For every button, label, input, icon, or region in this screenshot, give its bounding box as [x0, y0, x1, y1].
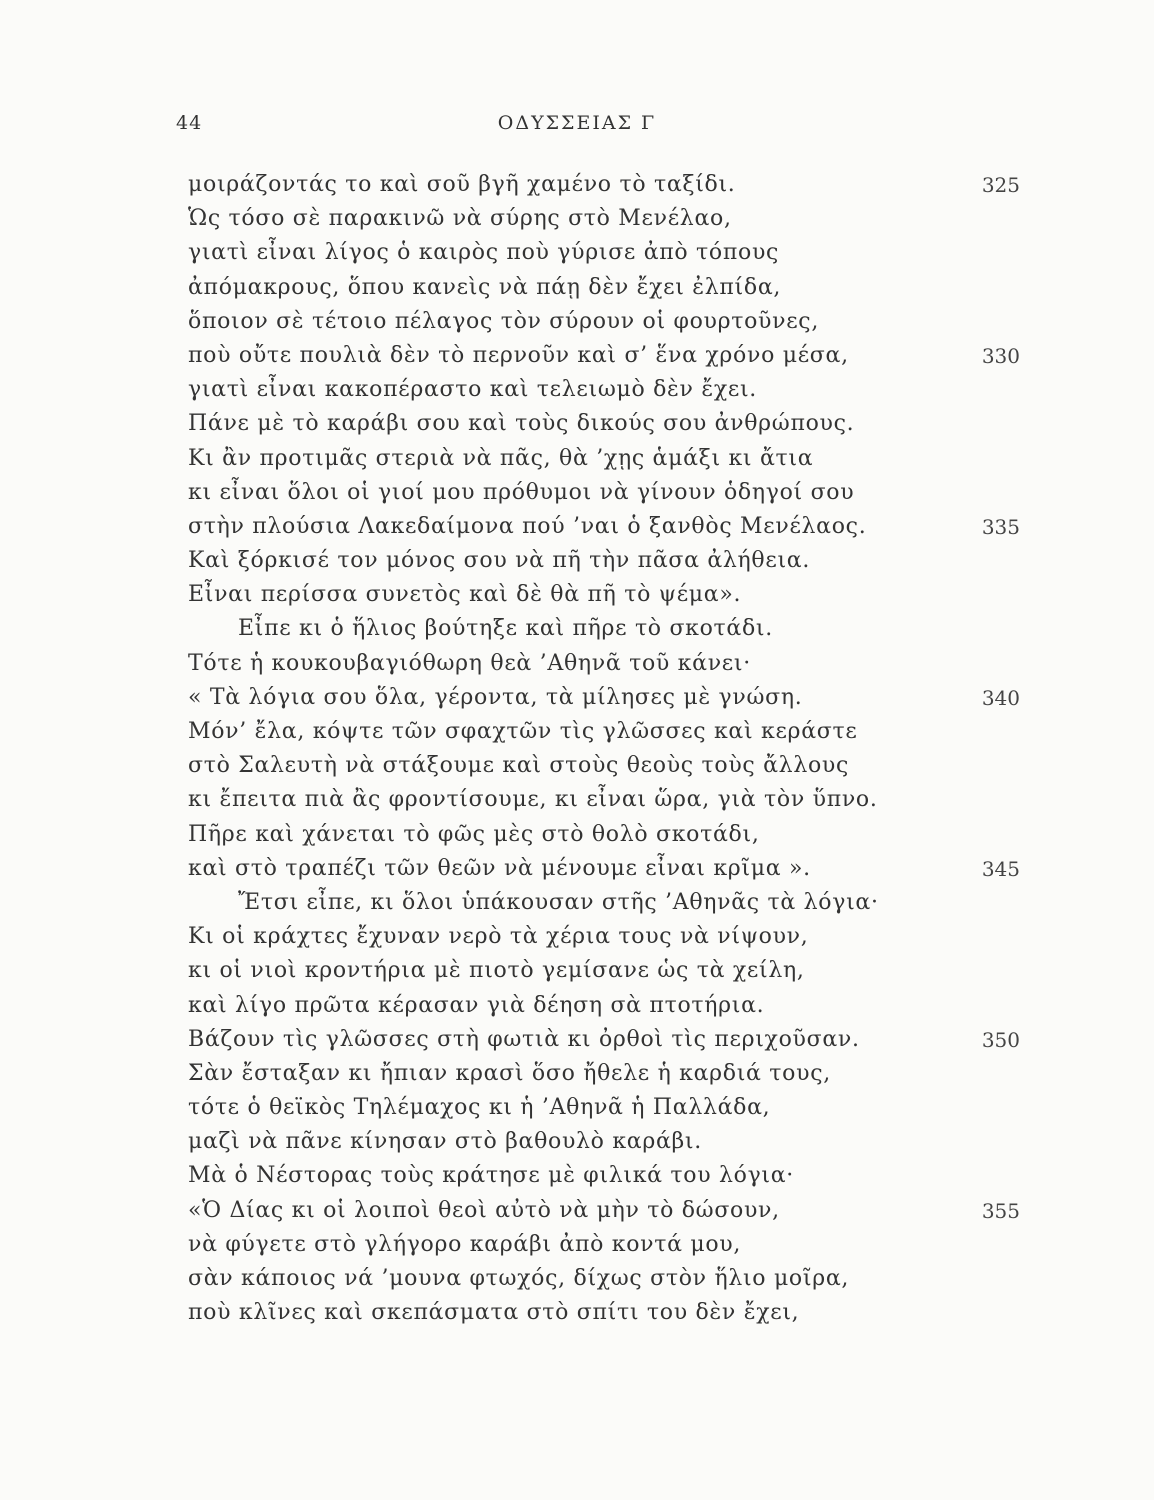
verse-line — [0, 1228, 1154, 1262]
verse-text: νὰ φύγετε στὸ γλήγορο καράβι ἀπὸ κοντά μου, — [188, 1231, 742, 1257]
verse-text: ποὺ οὔτε πουλιὰ δὲν τὸ περνοῦν καὶ σ’ ἕνα χρόνο μέσα, — [188, 342, 849, 368]
verse-text: ποὺ κλῖνες καὶ σκεπάσματα στὸ σπίτι του δὲν ἔχει, — [188, 1300, 800, 1326]
verse-text: γιατὶ εἶναι κακοπέραστο καὶ τελειωμὸ δὲν ἔχει. — [188, 377, 757, 403]
verse-text: Κι ἂν προτιμᾶς στεριὰ νὰ πᾶς, θὰ ’χῃς ἁμάξι κι ἄτια — [188, 445, 814, 471]
verse-text: στὴν πλούσια Λακεδαίμονα πού ’ναι ὁ ξανθὸς Μενέλαος. — [188, 513, 867, 539]
verse-line — [0, 886, 1154, 920]
verse-line — [0, 1194, 1154, 1228]
verse-line — [0, 407, 1154, 441]
verse-text: γιατὶ εἶναι λίγος ὁ καιρὸς ποὺ γύρισε ἀπὸ τόπους — [188, 240, 780, 266]
verse-text: Μὰ ὁ Νέστορας τοὺς κράτησε μὲ φιλικά του λόγια· — [188, 1163, 794, 1189]
verse-line — [0, 1159, 1154, 1193]
page-header — [0, 112, 1154, 142]
verse-line — [0, 954, 1154, 988]
verse-line — [0, 236, 1154, 270]
verse-line — [0, 442, 1154, 476]
page-number: 44 — [176, 112, 203, 134]
verse-text: Τότε ἡ κουκουβαγιόθωρη θεὰ ’Αθηνᾶ τοῦ κάνει· — [188, 650, 751, 676]
verse-text: Εἶπε κι ὁ ἥλιος βούτηξε καὶ πῆρε τὸ σκοτάδι. — [238, 616, 773, 642]
verse-line — [0, 1023, 1154, 1057]
verse-text: ὅποιον σὲ τέτοιο πέλαγος τὸν σύρουν οἱ φουρτοῦνες, — [188, 308, 820, 334]
verse-text: μαζὶ νὰ πᾶνε κίνησαν στὸ βαθουλὸ καράβι. — [188, 1129, 702, 1155]
verse-line — [0, 544, 1154, 578]
verse-text: Εἶναι περίσσα συνετὸς καὶ δὲ θὰ πῆ τὸ ψέμα». — [188, 582, 742, 608]
verse-line — [0, 852, 1154, 886]
verse-line — [0, 612, 1154, 646]
verse-text: Βάζουν τὶς γλῶσσες στὴ φωτιὰ κι ὀρθοὶ τὶς περιχοῦσαν. — [188, 1026, 860, 1052]
line-number: 340 — [981, 685, 1020, 710]
verse-line — [0, 920, 1154, 954]
verse-line — [0, 202, 1154, 236]
line-number: 350 — [981, 1027, 1020, 1052]
verse-line — [0, 1262, 1154, 1296]
verse-line — [0, 476, 1154, 510]
verse-line — [0, 818, 1154, 852]
verse-line — [0, 339, 1154, 373]
verse-line — [0, 1057, 1154, 1091]
verse-text: Μόν’ ἔλα, κόψτε τῶν σφαχτῶν τὶς γλῶσσες καὶ κεράστε — [188, 719, 858, 744]
verse-line — [0, 681, 1154, 715]
verse-text: καὶ στὸ τραπέζι τῶν θεῶν νὰ μένουμε εἶναι κρῖμα ». — [188, 855, 811, 881]
verse-line — [0, 373, 1154, 407]
line-number: 355 — [981, 1198, 1020, 1223]
verse-text: «Ὁ Δίας κι οἱ λοιποὶ θεοὶ αὐτὸ νὰ μὴν τὸ δώσουν, — [188, 1197, 780, 1223]
verse-text: σὰν κάποιος νά ’μουνα φτωχός, δίχως στὸν ἥλιο μοῖρα, — [188, 1266, 850, 1291]
line-number: 345 — [981, 856, 1020, 881]
line-number: 330 — [981, 343, 1020, 368]
verse-text: κι οἱ νιοὶ κροντήρια μὲ πιοτὸ γεμίσανε ὡς τὰ χείλη, — [188, 958, 805, 984]
verse-text: τότε ὁ θεϊκὸς Τηλέμαχος κι ἡ ’Αθηνᾶ ἡ Παλλάδα, — [188, 1095, 771, 1121]
verse-text: καὶ λίγο πρῶτα κέρασαν γιὰ δέηση σὰ πτοτήρια. — [188, 992, 765, 1018]
verse-line — [0, 1296, 1154, 1330]
verse-line — [0, 168, 1154, 202]
verse-text: κι ἔπειτα πιὰ ἂς φροντίσουμε, κι εἶναι ὥρα, γιὰ τὸν ὕπνο. — [188, 787, 878, 813]
verse-text: κι εἶναι ὅλοι οἱ γιοί μου πρόθυμοι νὰ γίνουν ὁδηγοί σου — [188, 479, 855, 505]
verse-text: Ὡς τόσο σὲ παρακινῶ νὰ σύρης στὸ Μενέλαο, — [188, 206, 732, 232]
verse-list — [0, 168, 1154, 1330]
verse-text: μοιράζοντάς το καὶ σοῦ βγῆ χαμένο τὸ ταξίδι. — [188, 172, 736, 197]
verse-text: Καὶ ξόρκισέ τον μόνος σου νὰ πῆ τὴν πᾶσα ἀλήθεια. — [188, 548, 811, 574]
verse-text: Πῆρε καὶ χάνεται τὸ φῶς μὲς στὸ θολὸ σκοτάδι, — [188, 821, 760, 847]
verse-line — [0, 305, 1154, 339]
verse-line — [0, 783, 1154, 817]
verse-line — [0, 510, 1154, 544]
verse-line — [0, 271, 1154, 305]
verse-text: Κι οἱ κράχτες ἔχυναν νερὸ τὰ χέρια τους νὰ νίψουν, — [188, 924, 809, 950]
verse-text: Σὰν ἔσταξαν κι ἤπιαν κρασὶ ὅσο ἤθελε ἡ καρδιά τους, — [188, 1060, 831, 1086]
verse-line — [0, 578, 1154, 612]
verse-text: « Τὰ λόγια σου ὅλα, γέροντα, τὰ μίλησες μὲ γνώση. — [188, 684, 803, 710]
verse-line — [0, 1091, 1154, 1125]
verse-text: στὸ Σαλευτὴ νὰ στάξουμε καὶ στοὺς θεοὺς τοὺς ἄλλους — [188, 753, 850, 779]
running-title: ΟΔΥΣΣΕΙΑΣ Γ — [497, 112, 657, 134]
verse-line — [0, 749, 1154, 783]
line-number: 335 — [981, 514, 1020, 539]
verse-text: Ἔτσι εἶπε, κι ὅλοι ὑπάκουσαν στῆς ’Αθηνᾶς τὰ λόγια· — [238, 889, 879, 915]
verse-line — [0, 715, 1154, 749]
verse-line — [0, 1125, 1154, 1159]
verse-text: ἀπόμακρους, ὅπου κανεὶς νὰ πάῃ δὲν ἔχει ἐλπίδα, — [188, 274, 782, 300]
verse-text: Πάνε μὲ τὸ καράβι σου καὶ τοὺς δικούς σου ἀνθρώπους. — [188, 411, 855, 437]
verse-line — [0, 647, 1154, 681]
verse-line — [0, 989, 1154, 1023]
line-number: 325 — [981, 173, 1020, 197]
